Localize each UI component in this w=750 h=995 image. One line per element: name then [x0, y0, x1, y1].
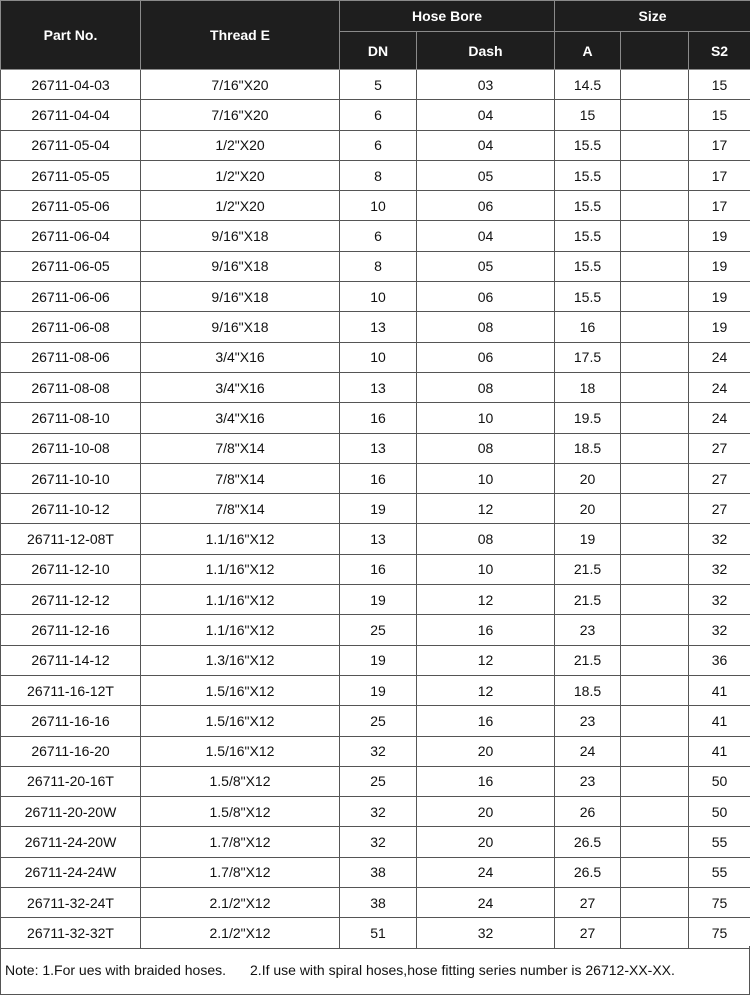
cell-a: 26: [555, 797, 621, 827]
cell-thread: 9/16"X18: [141, 282, 340, 312]
header-hose-bore: Hose Bore: [340, 1, 555, 32]
cell-dash: 10: [417, 554, 555, 584]
cell-blank: [621, 554, 689, 584]
cell-part-no: 26711-10-12: [1, 494, 141, 524]
cell-s2: 19: [689, 312, 750, 342]
cell-dn: 19: [340, 585, 417, 615]
cell-s2: 41: [689, 675, 750, 705]
table-row: [1, 736, 750, 766]
cell-s2: 32: [689, 585, 750, 615]
cell-blank: [621, 524, 689, 554]
cell-thread: 1.5/16"X12: [141, 706, 340, 736]
header-dn: DN: [340, 32, 417, 70]
cell-a: 15.5: [555, 160, 621, 190]
cell-part-no: 26711-16-20: [1, 736, 141, 766]
cell-dash: 04: [417, 221, 555, 251]
cell-dash: 06: [417, 282, 555, 312]
cell-blank: [621, 372, 689, 402]
cell-dn: 25: [340, 706, 417, 736]
table-row: [1, 312, 750, 342]
cell-part-no: 26711-12-08T: [1, 524, 141, 554]
table-row: [1, 615, 750, 645]
cell-part-no: 26711-20-16T: [1, 766, 141, 796]
table-row: [1, 766, 750, 796]
cell-blank: [621, 736, 689, 766]
cell-dn: 6: [340, 221, 417, 251]
cell-s2: 19: [689, 251, 750, 281]
cell-s2: 41: [689, 706, 750, 736]
cell-a: 17.5: [555, 342, 621, 372]
cell-a: 18: [555, 372, 621, 402]
cell-s2: 55: [689, 857, 750, 887]
cell-dash: 03: [417, 70, 555, 100]
cell-a: 15.5: [555, 251, 621, 281]
table-row: [1, 403, 750, 433]
cell-s2: 36: [689, 645, 750, 675]
cell-blank: [621, 191, 689, 221]
table-row: [1, 524, 750, 554]
cell-a: 18.5: [555, 675, 621, 705]
note-braided: Note: 1.For ues with braided hoses.: [5, 962, 227, 978]
cell-s2: 15: [689, 100, 750, 130]
cell-thread: 7/16"X20: [141, 100, 340, 130]
cell-part-no: 26711-16-12T: [1, 675, 141, 705]
cell-dash: 08: [417, 372, 555, 402]
cell-a: 26.5: [555, 857, 621, 887]
cell-s2: 24: [689, 342, 750, 372]
table-row: [1, 221, 750, 251]
cell-thread: 3/4"X16: [141, 403, 340, 433]
table-row: [1, 918, 750, 948]
cell-dn: 38: [340, 857, 417, 887]
cell-blank: [621, 130, 689, 160]
cell-part-no: 26711-10-10: [1, 463, 141, 493]
cell-thread: 9/16"X18: [141, 312, 340, 342]
cell-part-no: 26711-05-04: [1, 130, 141, 160]
cell-part-no: 26711-12-10: [1, 554, 141, 584]
cell-a: 18.5: [555, 433, 621, 463]
cell-dn: 10: [340, 342, 417, 372]
cell-thread: 2.1/2"X12: [141, 888, 340, 918]
cell-dash: 06: [417, 342, 555, 372]
cell-dn: 10: [340, 191, 417, 221]
cell-s2: 19: [689, 282, 750, 312]
cell-a: 16: [555, 312, 621, 342]
cell-dash: 12: [417, 645, 555, 675]
cell-dn: 38: [340, 888, 417, 918]
cell-dn: 5: [340, 70, 417, 100]
cell-blank: [621, 312, 689, 342]
cell-s2: 17: [689, 130, 750, 160]
cell-a: 27: [555, 918, 621, 948]
cell-part-no: 26711-06-05: [1, 251, 141, 281]
cell-s2: 32: [689, 524, 750, 554]
header-part-no: Part No.: [1, 1, 141, 70]
cell-dash: 20: [417, 797, 555, 827]
cell-a: 19: [555, 524, 621, 554]
cell-blank: [621, 675, 689, 705]
cell-dash: 06: [417, 191, 555, 221]
table-row: [1, 282, 750, 312]
header-s2: S2: [689, 32, 750, 70]
cell-a: 20: [555, 494, 621, 524]
table-row: [1, 342, 750, 372]
cell-s2: 75: [689, 888, 750, 918]
cell-s2: 15: [689, 70, 750, 100]
table-row: [1, 70, 750, 100]
cell-dash: 10: [417, 463, 555, 493]
cell-dash: 16: [417, 615, 555, 645]
cell-dash: 12: [417, 494, 555, 524]
cell-part-no: 26711-05-05: [1, 160, 141, 190]
cell-blank: [621, 463, 689, 493]
table-row: [1, 160, 750, 190]
cell-dn: 16: [340, 403, 417, 433]
table-row: [1, 463, 750, 493]
cell-a: 15.5: [555, 191, 621, 221]
cell-part-no: 26711-32-24T: [1, 888, 141, 918]
cell-thread: 1.5/16"X12: [141, 736, 340, 766]
cell-thread: 3/4"X16: [141, 342, 340, 372]
cell-part-no: 26711-06-08: [1, 312, 141, 342]
cell-blank: [621, 857, 689, 887]
cell-dn: 32: [340, 827, 417, 857]
cell-dash: 08: [417, 524, 555, 554]
note-spiral: 2.If use with spiral hoses,hose fitting series number is 26712-XX-XX.: [250, 962, 675, 978]
cell-thread: 1/2"X20: [141, 160, 340, 190]
cell-dn: 32: [340, 736, 417, 766]
cell-blank: [621, 433, 689, 463]
cell-s2: 17: [689, 191, 750, 221]
cell-blank: [621, 342, 689, 372]
header-blank: [621, 32, 689, 70]
cell-a: 15.5: [555, 130, 621, 160]
table-row: [1, 251, 750, 281]
cell-s2: 24: [689, 403, 750, 433]
cell-part-no: 26711-16-16: [1, 706, 141, 736]
cell-s2: 55: [689, 827, 750, 857]
header-thread: Thread E: [141, 1, 340, 70]
cell-dash: 20: [417, 827, 555, 857]
cell-dn: 13: [340, 372, 417, 402]
cell-part-no: 26711-08-08: [1, 372, 141, 402]
cell-dash: 12: [417, 675, 555, 705]
cell-a: 21.5: [555, 585, 621, 615]
cell-s2: 19: [689, 221, 750, 251]
cell-part-no: 26711-20-20W: [1, 797, 141, 827]
cell-thread: 1/2"X20: [141, 130, 340, 160]
cell-dn: 10: [340, 282, 417, 312]
cell-a: 15.5: [555, 282, 621, 312]
table-header: [1, 1, 750, 70]
header-size: Size: [555, 1, 750, 32]
cell-part-no: 26711-08-06: [1, 342, 141, 372]
cell-thread: 1.1/16"X12: [141, 615, 340, 645]
cell-part-no: 26711-06-04: [1, 221, 141, 251]
cell-thread: 7/16"X20: [141, 70, 340, 100]
cell-thread: 1.1/16"X12: [141, 524, 340, 554]
cell-dn: 13: [340, 524, 417, 554]
table-row: [1, 100, 750, 130]
cell-part-no: 26711-12-16: [1, 615, 141, 645]
cell-dash: 16: [417, 706, 555, 736]
cell-blank: [621, 494, 689, 524]
cell-thread: 1/2"X20: [141, 191, 340, 221]
cell-part-no: 26711-24-20W: [1, 827, 141, 857]
cell-blank: [621, 585, 689, 615]
cell-part-no: 26711-04-04: [1, 100, 141, 130]
cell-blank: [621, 251, 689, 281]
cell-dn: 6: [340, 130, 417, 160]
cell-thread: 7/8"X14: [141, 494, 340, 524]
cell-dash: 04: [417, 100, 555, 130]
cell-part-no: 26711-12-12: [1, 585, 141, 615]
cell-s2: 24: [689, 372, 750, 402]
header-dash: Dash: [417, 32, 555, 70]
cell-part-no: 26711-06-06: [1, 282, 141, 312]
cell-blank: [621, 160, 689, 190]
cell-blank: [621, 615, 689, 645]
cell-thread: 1.7/8"X12: [141, 857, 340, 887]
cell-dash: 16: [417, 766, 555, 796]
cell-part-no: 26711-32-32T: [1, 918, 141, 948]
cell-thread: 7/8"X14: [141, 463, 340, 493]
cell-blank: [621, 918, 689, 948]
cell-s2: 27: [689, 494, 750, 524]
table-row: [1, 797, 750, 827]
cell-blank: [621, 282, 689, 312]
table-row: [1, 888, 750, 918]
cell-dash: 20: [417, 736, 555, 766]
cell-dn: 16: [340, 554, 417, 584]
cell-dash: 05: [417, 160, 555, 190]
cell-thread: 3/4"X16: [141, 372, 340, 402]
cell-a: 21.5: [555, 554, 621, 584]
table-row: [1, 706, 750, 736]
table-body: [1, 70, 750, 949]
cell-a: 23: [555, 706, 621, 736]
cell-blank: [621, 403, 689, 433]
cell-part-no: 26711-08-10: [1, 403, 141, 433]
cell-s2: 27: [689, 463, 750, 493]
table-row: [1, 645, 750, 675]
cell-part-no: 26711-04-03: [1, 70, 141, 100]
cell-s2: 50: [689, 766, 750, 796]
cell-thread: 2.1/2"X12: [141, 918, 340, 948]
cell-dash: 04: [417, 130, 555, 160]
footnote: [0, 946, 750, 995]
cell-dn: 19: [340, 675, 417, 705]
cell-s2: 50: [689, 797, 750, 827]
cell-thread: 1.1/16"X12: [141, 585, 340, 615]
cell-dn: 8: [340, 160, 417, 190]
cell-dash: 24: [417, 857, 555, 887]
cell-dash: 12: [417, 585, 555, 615]
cell-a: 23: [555, 766, 621, 796]
cell-s2: 17: [689, 160, 750, 190]
table-row: [1, 827, 750, 857]
cell-blank: [621, 70, 689, 100]
cell-dn: 13: [340, 312, 417, 342]
cell-thread: 1.1/16"X12: [141, 554, 340, 584]
table-row: [1, 675, 750, 705]
table-row: [1, 857, 750, 887]
cell-a: 27: [555, 888, 621, 918]
cell-a: 24: [555, 736, 621, 766]
cell-dn: 8: [340, 251, 417, 281]
cell-a: 15: [555, 100, 621, 130]
cell-thread: 1.5/8"X12: [141, 766, 340, 796]
cell-a: 26.5: [555, 827, 621, 857]
header-a: A: [555, 32, 621, 70]
cell-part-no: 26711-24-24W: [1, 857, 141, 887]
cell-dn: 19: [340, 645, 417, 675]
cell-thread: 9/16"X18: [141, 221, 340, 251]
cell-s2: 41: [689, 736, 750, 766]
cell-part-no: 26711-05-06: [1, 191, 141, 221]
cell-thread: 1.5/16"X12: [141, 675, 340, 705]
table-row: [1, 433, 750, 463]
cell-blank: [621, 827, 689, 857]
cell-dn: 25: [340, 615, 417, 645]
table-row: [1, 372, 750, 402]
cell-s2: 32: [689, 615, 750, 645]
cell-dash: 24: [417, 888, 555, 918]
cell-blank: [621, 706, 689, 736]
cell-s2: 32: [689, 554, 750, 584]
table-row: [1, 191, 750, 221]
cell-part-no: 26711-14-12: [1, 645, 141, 675]
cell-dn: 19: [340, 494, 417, 524]
cell-dash: 05: [417, 251, 555, 281]
cell-dn: 32: [340, 797, 417, 827]
cell-part-no: 26711-10-08: [1, 433, 141, 463]
cell-dn: 25: [340, 766, 417, 796]
table-row: [1, 585, 750, 615]
cell-dn: 6: [340, 100, 417, 130]
cell-thread: 1.7/8"X12: [141, 827, 340, 857]
cell-a: 15.5: [555, 221, 621, 251]
cell-s2: 75: [689, 918, 750, 948]
cell-dn: 16: [340, 463, 417, 493]
cell-thread: 1.3/16"X12: [141, 645, 340, 675]
cell-a: 14.5: [555, 70, 621, 100]
cell-dash: 10: [417, 403, 555, 433]
cell-blank: [621, 645, 689, 675]
cell-dash: 08: [417, 433, 555, 463]
cell-blank: [621, 766, 689, 796]
table-row: [1, 554, 750, 584]
cell-s2: 27: [689, 433, 750, 463]
cell-dash: 08: [417, 312, 555, 342]
cell-a: 23: [555, 615, 621, 645]
table-row: [1, 130, 750, 160]
cell-blank: [621, 221, 689, 251]
table-row: [1, 494, 750, 524]
cell-thread: 9/16"X18: [141, 251, 340, 281]
cell-a: 20: [555, 463, 621, 493]
cell-thread: 1.5/8"X12: [141, 797, 340, 827]
cell-blank: [621, 100, 689, 130]
cell-blank: [621, 797, 689, 827]
cell-dash: 32: [417, 918, 555, 948]
cell-blank: [621, 888, 689, 918]
cell-a: 21.5: [555, 645, 621, 675]
cell-a: 19.5: [555, 403, 621, 433]
cell-dn: 13: [340, 433, 417, 463]
cell-dn: 51: [340, 918, 417, 948]
cell-thread: 7/8"X14: [141, 433, 340, 463]
